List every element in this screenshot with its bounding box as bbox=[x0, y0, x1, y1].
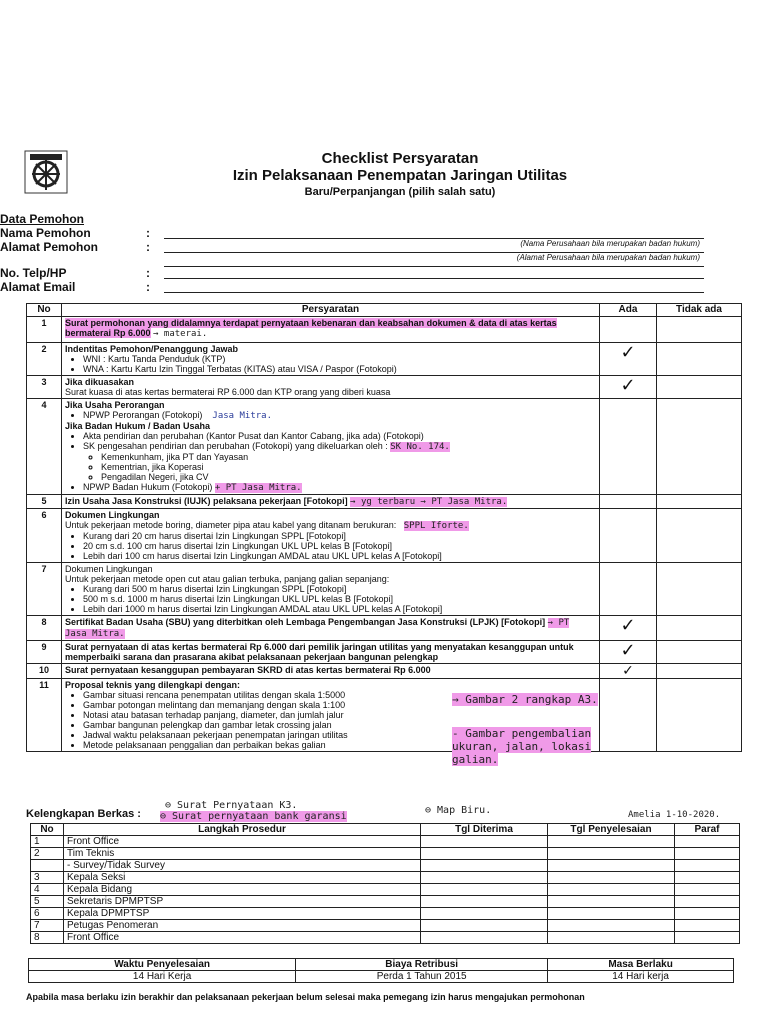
list-item: • Kurang dari 500 m harus disertai Izin Lingkungan SPPL [Fotokopi] bbox=[83, 584, 596, 594]
paraf-cell[interactable] bbox=[675, 860, 740, 872]
paraf-cell[interactable] bbox=[675, 884, 740, 896]
table-row bbox=[31, 836, 740, 848]
requirement-cell bbox=[62, 679, 600, 766]
list-item: • Gambar situasi rencana penempatan utilitas dengan skala 1:5000 bbox=[83, 690, 413, 700]
footer-note: Apabila masa berlaku izin berakhir dan pelaksanaan pekerjaan belum selesai maka pemegang izin harus mengajukan permohonan bbox=[26, 992, 585, 1002]
list-item: SK pengesahan pendirian dan perubahan (Fotokopi) yang dikeluarkan oleh : bbox=[83, 441, 388, 451]
completed-cell[interactable] bbox=[548, 932, 675, 944]
summary-header-row bbox=[29, 959, 734, 971]
colon: : bbox=[146, 240, 150, 254]
requirement-heading: Dokumen Lingkungan bbox=[65, 510, 160, 520]
row-number: 4 bbox=[31, 884, 64, 896]
step-name: Sekretaris DPMPTSP bbox=[64, 896, 421, 908]
table-row bbox=[27, 317, 742, 343]
list-item: • Lebih dari 100 cm harus disertai Izin Lingkungan AMDAL atau UKL UPL kelas A [Fotokopi] bbox=[83, 551, 596, 561]
row-number: 8 bbox=[27, 616, 62, 641]
row-number: 7 bbox=[31, 920, 64, 932]
step-name: Front Office bbox=[64, 932, 421, 944]
received-cell[interactable] bbox=[421, 872, 548, 884]
completed-cell[interactable] bbox=[548, 872, 675, 884]
paraf-cell[interactable] bbox=[675, 896, 740, 908]
requirement-heading: Jika Usaha Perorangan bbox=[65, 400, 165, 410]
step-name: Front Office bbox=[64, 836, 421, 848]
table-row bbox=[31, 932, 740, 944]
handwritten-signature-date: Amelia 1-10-2020. bbox=[628, 810, 721, 820]
tidak-ada-checkbox[interactable] bbox=[657, 641, 742, 664]
received-cell[interactable] bbox=[421, 884, 548, 896]
table-row bbox=[27, 509, 742, 563]
paraf-cell[interactable] bbox=[675, 836, 740, 848]
received-cell[interactable] bbox=[421, 848, 548, 860]
table-row bbox=[27, 563, 742, 616]
address-label: Alamat Pemohon bbox=[0, 240, 99, 254]
ada-checkbox[interactable] bbox=[600, 399, 657, 495]
completed-cell[interactable] bbox=[548, 896, 675, 908]
col-ada: Ada bbox=[600, 304, 657, 317]
col-no: No bbox=[27, 304, 62, 317]
handwritten-note: → materai. bbox=[153, 329, 208, 339]
requirement-text: Surat permohonan yang didalamnya terdapat pernyataan kebenaran dan keabsahan dokumen & data di atas kertas bermaterai Rp 6.000 bbox=[65, 318, 557, 338]
list-item: • Metode pelaksanaan penggalian dan perbaikan bekas galian bbox=[83, 740, 413, 750]
table-row bbox=[27, 495, 742, 509]
tidak-ada-checkbox[interactable] bbox=[657, 376, 742, 399]
agency-logo bbox=[24, 150, 68, 194]
ada-checkbox[interactable] bbox=[600, 317, 657, 343]
colon: : bbox=[146, 226, 150, 240]
handwritten-note-k3: ⊖ Surat Pernyataan K3. bbox=[165, 800, 298, 811]
completed-cell[interactable] bbox=[548, 908, 675, 920]
handwritten-note: SPPL Iforte. bbox=[403, 521, 469, 531]
ada-checkbox[interactable]: ✓ bbox=[600, 641, 657, 664]
step-name: Tim Teknis bbox=[64, 848, 421, 860]
received-cell[interactable] bbox=[421, 920, 548, 932]
list-item: • Akta pendirian dan perubahan (Kantor Pusat dan Kantor Cabang, jika ada) (Fotokopi) bbox=[83, 431, 596, 441]
procedure-header-row bbox=[31, 824, 740, 836]
list-item: ◦ Pengadilan Negeri, jika CV bbox=[101, 472, 596, 482]
ada-checkbox[interactable]: ✓ bbox=[600, 376, 657, 399]
row-number: 1 bbox=[27, 317, 62, 343]
row-number: 8 bbox=[31, 932, 64, 944]
requirement-cell bbox=[62, 563, 600, 616]
list-item: • Gambar bangunan pelengkap dan gambar letak crossing jalan bbox=[83, 720, 413, 730]
colon: : bbox=[146, 280, 150, 294]
table-row bbox=[31, 872, 740, 884]
row-number: 11 bbox=[27, 679, 62, 752]
ada-checkbox[interactable] bbox=[600, 563, 657, 616]
tidak-ada-checkbox[interactable] bbox=[657, 664, 742, 679]
summary-table bbox=[28, 958, 734, 983]
address-note: (Alamat Perusahaan bila merupakan badan hukum) bbox=[516, 253, 700, 262]
kelengkapan-title: Kelengkapan Berkas : bbox=[26, 808, 141, 820]
received-cell[interactable] bbox=[421, 860, 548, 872]
ada-checkbox[interactable]: ✓ bbox=[600, 343, 657, 376]
paraf-cell[interactable] bbox=[675, 872, 740, 884]
row-number: 1 bbox=[31, 836, 64, 848]
table-row bbox=[27, 399, 742, 495]
colon: : bbox=[146, 266, 150, 280]
table-row bbox=[31, 920, 740, 932]
document-subtitle: Izin Pelaksanaan Penempatan Jaringan Utilitas bbox=[232, 167, 568, 184]
email-field[interactable] bbox=[164, 292, 704, 293]
tidak-ada-checkbox[interactable] bbox=[657, 509, 742, 563]
row-number: 2 bbox=[27, 343, 62, 376]
requirement-text: Surat pernyataan kesanggupan pembayaran SKRD di atas kertas bermaterai Rp 6.000 bbox=[65, 665, 431, 675]
requirement-heading: Proposal teknis yang dilengkapi dengan: bbox=[65, 680, 241, 690]
handwritten-note: SK No. 174. bbox=[390, 442, 450, 452]
completion-time-value: 14 Hari Kerja bbox=[29, 971, 296, 983]
document-title-block bbox=[200, 150, 600, 201]
table-row bbox=[31, 884, 740, 896]
completed-cell[interactable] bbox=[548, 848, 675, 860]
step-name: Petugas Penomeran bbox=[64, 920, 421, 932]
table-row bbox=[31, 860, 740, 872]
handwritten-note: Jasa Mitra. bbox=[212, 411, 273, 421]
row-number: 10 bbox=[27, 664, 62, 679]
handwritten-note: → PT Jasa Mitra. bbox=[65, 618, 570, 639]
tidak-ada-checkbox[interactable] bbox=[657, 563, 742, 616]
step-name: Kepala Bidang bbox=[64, 884, 421, 896]
ada-checkbox[interactable]: ✓ bbox=[600, 664, 657, 679]
handwritten-note: → yg terbaru → PT Jasa Mitra. bbox=[350, 497, 508, 507]
requirement-cell bbox=[62, 509, 600, 563]
paraf-cell[interactable] bbox=[675, 908, 740, 920]
row-number: 5 bbox=[31, 896, 64, 908]
list-item: • WNI : Kartu Tanda Penduduk (KTP) bbox=[83, 354, 596, 364]
col-received: Tgl Diterima bbox=[421, 824, 548, 836]
requirement-text: Surat pernyataan di atas kertas bermaterai Rp 6.000 dari pemilik jaringan utilitas yang menyatakan kesanggupan untuk memperbaiki sarana dan prasarana akibat pelaksanaan pekerjaan bangunan pelengkap bbox=[65, 642, 574, 662]
step-name: Kepala Seksi bbox=[64, 872, 421, 884]
procedure-table bbox=[30, 823, 740, 944]
retribution-fee-header: Biaya Retribusi bbox=[296, 959, 548, 971]
paraf-cell[interactable] bbox=[675, 932, 740, 944]
handwritten-note: - Gambar pengembalian ukuran, jalan, lokasi galian. bbox=[452, 727, 592, 766]
paraf-cell[interactable] bbox=[675, 920, 740, 932]
list-item: ◦ Kementrian, jika Koperasi bbox=[101, 462, 596, 472]
col-no: No bbox=[31, 824, 64, 836]
email-label: Alamat Email bbox=[0, 280, 76, 294]
list-item: • 20 cm s.d. 100 cm harus disertai Izin Lingkungan UKL UPL kelas B [Fotokopi] bbox=[83, 541, 596, 551]
table-row bbox=[27, 616, 742, 641]
requirement-cell bbox=[62, 664, 600, 679]
tidak-ada-checkbox[interactable] bbox=[657, 679, 742, 752]
ada-checkbox[interactable] bbox=[600, 509, 657, 563]
ada-checkbox[interactable]: ✓ bbox=[600, 616, 657, 641]
paraf-cell[interactable] bbox=[675, 848, 740, 860]
row-number: 4 bbox=[27, 399, 62, 495]
requirement-text: Untuk pekerjaan metode boring, diameter pipa atau kabel yang ditanam berukuran: bbox=[65, 520, 397, 530]
requirement-heading: Jika dikuasakan bbox=[65, 377, 135, 387]
table-row bbox=[31, 908, 740, 920]
requirement-cell bbox=[62, 495, 600, 509]
table-row bbox=[31, 896, 740, 908]
document-subsubtitle: Baru/Perpanjangan (pilih salah satu) bbox=[304, 186, 496, 198]
table-row bbox=[27, 641, 742, 664]
row-number: 3 bbox=[27, 376, 62, 399]
name-label: Nama Pemohon bbox=[0, 226, 91, 240]
step-name: - Survey/Tidak Survey bbox=[64, 860, 421, 872]
list-item: ◦ Kemenkunham, jika PT dan Yayasan bbox=[101, 452, 596, 462]
col-step: Langkah Prosedur bbox=[64, 824, 421, 836]
table-row bbox=[27, 664, 742, 679]
requirement-heading: Indentitas Pemohon/Penanggung Jawab bbox=[65, 344, 239, 354]
requirement-cell bbox=[62, 641, 600, 664]
list-item: • Jadwal waktu pelaksanaan pekerjaan penempatan jaringan utilitas bbox=[83, 730, 413, 740]
tidak-ada-checkbox[interactable] bbox=[657, 495, 742, 509]
table-header-row bbox=[27, 304, 742, 317]
col-requirement: Persyaratan bbox=[62, 304, 600, 317]
applicant-section-title: Data Pemohon bbox=[0, 212, 85, 226]
table-row bbox=[27, 376, 742, 399]
requirement-cell bbox=[62, 343, 600, 376]
row-number bbox=[31, 860, 64, 872]
row-number: 9 bbox=[27, 641, 62, 664]
completion-time-header: Waktu Penyelesaian bbox=[29, 959, 296, 971]
requirement-text: Izin Usaha Jasa Konstruksi (IUJK) pelaksana pekerjaan [Fotokopi] bbox=[65, 496, 348, 506]
list-item: NPWP Badan Hukum (Fotokopi) bbox=[83, 482, 213, 492]
row-number: 7 bbox=[27, 563, 62, 616]
col-tidak-ada: Tidak ada bbox=[657, 304, 742, 317]
tidak-ada-checkbox[interactable] bbox=[657, 616, 742, 641]
name-note: (Nama Perusahaan bila merupakan badan hukum) bbox=[520, 239, 700, 248]
tidak-ada-checkbox[interactable] bbox=[657, 399, 742, 495]
list-item: • Kurang dari 20 cm harus disertai Izin Lingkungan SPPL [Fotokopi] bbox=[83, 531, 596, 541]
row-number: 6 bbox=[31, 908, 64, 920]
validity-period-value: 14 Hari kerja bbox=[548, 971, 734, 983]
requirement-text: Sertifikat Badan Usaha (SBU) yang diterbitkan oleh Lembaga Pengembangan Jasa Konstruksi (LPJK) [Fotokopi] bbox=[65, 617, 546, 627]
row-number: 2 bbox=[31, 848, 64, 860]
phone-label: No. Telp/HP bbox=[0, 266, 67, 280]
col-completed: Tgl Penyelesaian bbox=[548, 824, 675, 836]
received-cell[interactable] bbox=[421, 896, 548, 908]
handwritten-note-bank-guarantee: ⊖ Surat pernyataan bank garansi bbox=[160, 811, 347, 822]
requirement-cell bbox=[62, 376, 600, 399]
received-cell[interactable] bbox=[421, 908, 548, 920]
list-item: • Lebih dari 1000 m harus disertai Izin Lingkungan AMDAL atau UKL UPL kelas A [Fotokopi] bbox=[83, 604, 596, 614]
table-row bbox=[27, 343, 742, 376]
completed-cell[interactable] bbox=[548, 836, 675, 848]
requirement-heading: Jika Badan Hukum / Badan Usaha bbox=[65, 421, 211, 431]
row-number: 5 bbox=[27, 495, 62, 509]
tidak-ada-checkbox[interactable] bbox=[657, 343, 742, 376]
col-paraf: Paraf bbox=[675, 824, 740, 836]
list-item: • Gambar potongan melintang dan memanjang dengan skala 1:100 bbox=[83, 700, 413, 710]
tidak-ada-checkbox[interactable] bbox=[657, 317, 742, 343]
requirement-cell bbox=[62, 399, 600, 495]
requirement-heading: Dokumen Lingkungan bbox=[65, 564, 153, 574]
completed-cell[interactable] bbox=[548, 884, 675, 896]
requirement-text: Untuk pekerjaan metode open cut atau galian terbuka, panjang galian sepanjang: bbox=[65, 574, 390, 584]
requirement-text: Surat kuasa di atas kertas bermaterai RP 6.000 dan KTP orang yang diberi kuasa bbox=[65, 387, 391, 397]
list-item: • Notasi atau batasan terhadap panjang, diameter, dan jumlah jalur bbox=[83, 710, 413, 720]
phone-field[interactable] bbox=[164, 278, 704, 279]
list-item: • 500 m s.d. 1000 m harus disertai Izin Lingkungan UKL UPL kelas B [Fotokopi] bbox=[83, 594, 596, 604]
completed-cell[interactable] bbox=[548, 920, 675, 932]
table-row bbox=[31, 848, 740, 860]
received-cell[interactable] bbox=[421, 932, 548, 944]
list-item: • WNA : Kartu Kartu Izin Tinggal Terbatas (KITAS) atau VISA / Paspor (Fotokopi) bbox=[83, 364, 596, 374]
validity-period-header: Masa Berlaku bbox=[548, 959, 734, 971]
list-item: NPWP Perorangan (Fotokopi) bbox=[83, 410, 203, 420]
document-title: Checklist Persyaratan bbox=[321, 150, 479, 167]
step-name: Kepala DPMPTSP bbox=[64, 908, 421, 920]
received-cell[interactable] bbox=[421, 836, 548, 848]
handwritten-note-map: ⊖ Map Biru. bbox=[425, 805, 492, 816]
requirement-cell bbox=[62, 616, 600, 641]
summary-value-row bbox=[29, 971, 734, 983]
retribution-fee-value: Perda 1 Tahun 2015 bbox=[296, 971, 548, 983]
handwritten-note: + PT Jasa Mitra. bbox=[214, 483, 302, 493]
requirements-table bbox=[26, 303, 742, 766]
ada-checkbox[interactable] bbox=[600, 495, 657, 509]
completed-cell[interactable] bbox=[548, 860, 675, 872]
row-number: 3 bbox=[31, 872, 64, 884]
requirement-cell bbox=[62, 317, 600, 343]
handwritten-note: → Gambar 2 rangkap A3. bbox=[452, 693, 598, 706]
table-row bbox=[27, 679, 742, 752]
row-number: 6 bbox=[27, 509, 62, 563]
